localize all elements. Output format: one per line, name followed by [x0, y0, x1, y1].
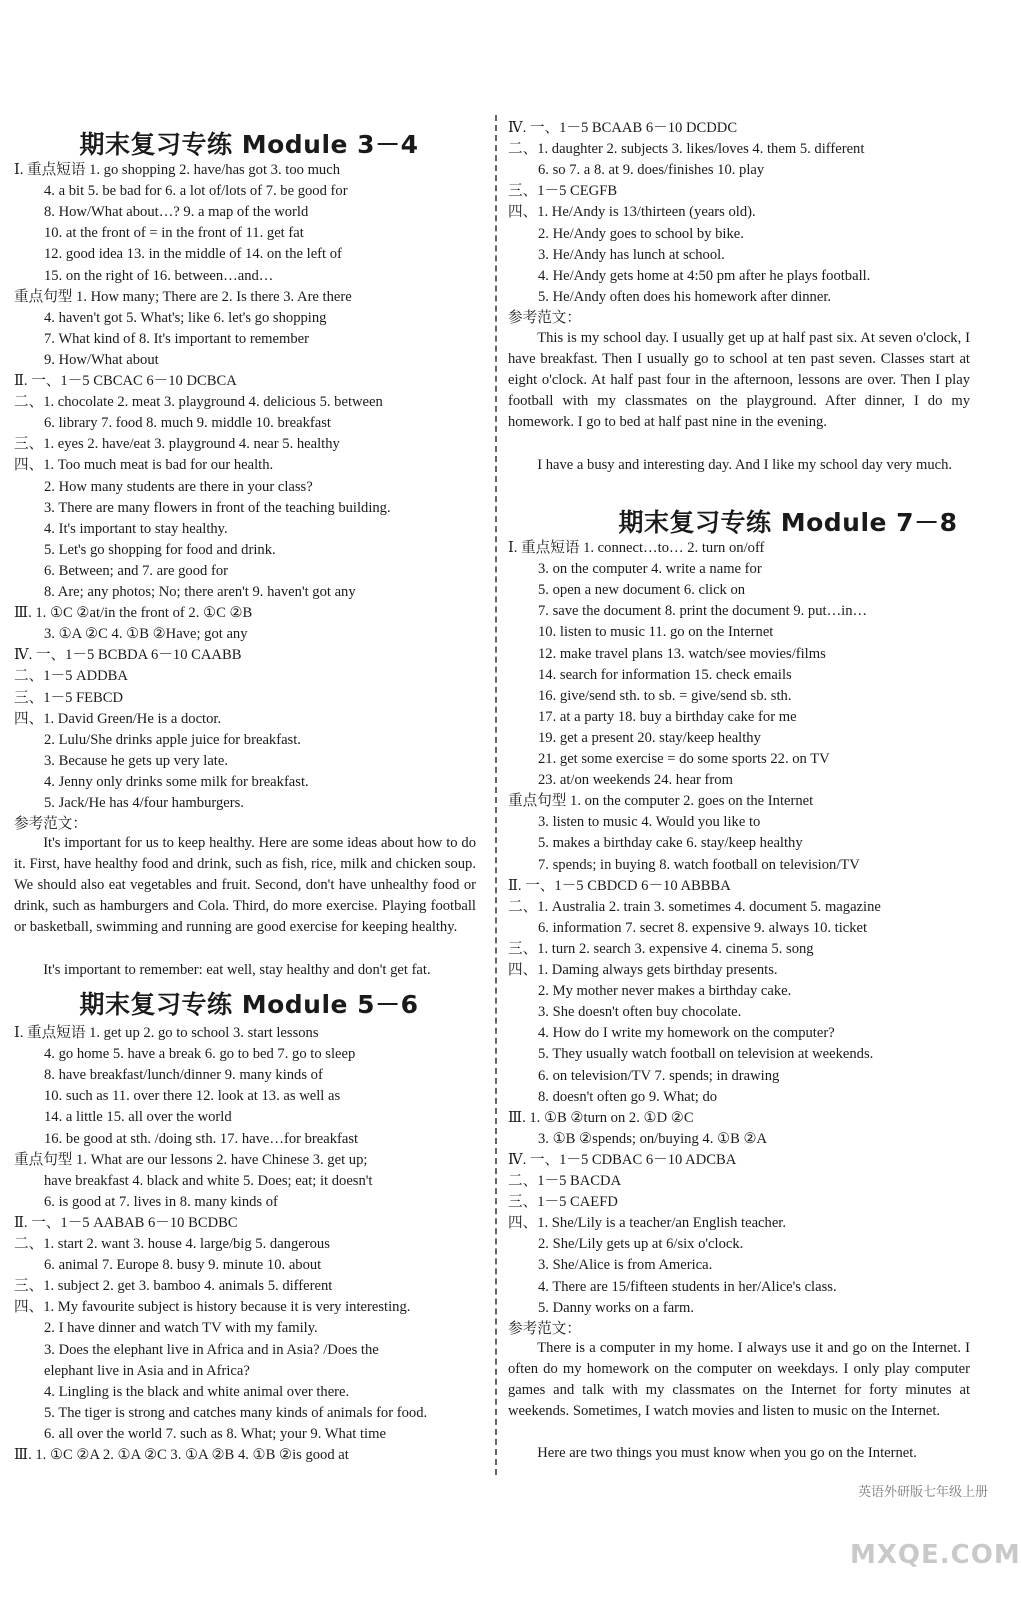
- answer-line: 5. open a new document 6. click on: [538, 582, 746, 599]
- answer-line: 二、1. start 2. want 3. house 4. large/big 5. dangerous: [14, 1236, 330, 1252]
- answer-line: 5. Jack/He has 4/four hamburgers.: [44, 795, 244, 811]
- answer-line: 5. The tiger is strong and catches many kinds of animals for food.: [44, 1404, 428, 1421]
- section-title-module-3-4: 期末复习专练 Module 3－4: [79, 130, 419, 159]
- essay-computer-ending: Here are two things you must know when you go on the Internet.: [537, 1445, 917, 1461]
- answer-line: 4. Jenny only drinks some milk for breakfast.: [44, 773, 309, 790]
- essay-computer: There is a computer in my home. I always use it and go on the Internet. I often do my homework on the computer on weekdays. I only play computer games and talk with my classmates on the Internet for forty minutes at weekends. Sometimes, I watch movies and listen to music on the Internet.: [508, 1340, 970, 1419]
- answer-line: 8. doesn't often go 9. What; do: [538, 1088, 718, 1105]
- answer-line: 4. haven't got 5. What's; like 6. let's go shopping: [44, 309, 327, 326]
- answer-line: 2. My mother never makes a birthday cake.: [538, 983, 792, 1000]
- answer-line: 9. How/What about: [44, 351, 159, 368]
- answer-line: 四、1. My favourite subject is history because it is very interesting.: [14, 1299, 411, 1316]
- answer-line: 二、1. chocolate 2. meat 3. playground 4. delicious 5. between: [14, 394, 383, 411]
- answer-line: 14. a little 15. all over the world: [44, 1109, 232, 1126]
- answer-line: 10. listen to music 11. go on the Internet: [538, 624, 774, 641]
- answer-line: 7. spends; in buying 8. watch football on television/TV: [538, 856, 860, 873]
- watermark: MXQE.COM: [850, 1540, 1021, 1570]
- answer-line: 四、1. David Green/He is a doctor.: [14, 710, 222, 727]
- answer-line: 8. have breakfast/lunch/dinner 9. many kinds of: [44, 1067, 323, 1084]
- answer-line: 5. They usually watch football on television at weekends.: [538, 1046, 874, 1063]
- answer-line: 二、1－5 ADDBA: [14, 668, 128, 685]
- essay-module-3-4: It's important for us to keep healthy. Here are some ideas about how to do it. First, have healthy food and drink, such as fish, rice, milk and chicken soup. We should also eat vegetables and fruit. Second, don't have unhealthy food or drink, such as hamburgers and Cola. Third, do more exercise. Playing football or basketball, swimming and running are good exercise for keeping healthy.: [14, 835, 476, 935]
- answer-line: 7. save the document 8. print the document 9. put…in…: [538, 603, 868, 620]
- answer-line: Ⅲ. 1. ①B ②turn on 2. ①D ②C: [508, 1109, 694, 1126]
- essay-school-day: This is my school day. I usually get up at half past six. At seven o'clock, I have breakfast. Then I usually go to school at ten past seven. Classes start at eight o'clock. At half past four in the afternoon, lessons are over. Then I play football with my classmates on the playground. After dinner, I do my homework. I go to bed at half past nine in the evening.: [508, 330, 970, 430]
- answer-line: 3. She doesn't often buy chocolate.: [538, 1004, 742, 1021]
- answer-line: Ⅳ. 一、1－5 CDBAC 6－10 ADCBA: [508, 1151, 737, 1168]
- answer-line: 3. Because he gets up very late.: [44, 752, 228, 769]
- answer-line: 10. such as 11. over there 12. look at 13. as well as: [44, 1088, 341, 1105]
- answer-line: 7. What kind of 8. It's important to remember: [44, 330, 309, 347]
- answer-line: 4. There are 15/fifteen students in her/Alice's class.: [538, 1278, 837, 1295]
- answer-line: 6. all over the world 7. such as 8. What; your 9. What time: [44, 1425, 386, 1442]
- essay-school-day-ending: I have a busy and interesting day. And I like my school day very much.: [537, 457, 953, 473]
- answer-line: 12. make travel plans 13. watch/see movies/films: [538, 645, 826, 662]
- answer-line: elephant live in Asia and in Africa?: [44, 1362, 250, 1379]
- answer-line: 6. information 7. secret 8. expensive 9. always 10. ticket: [538, 919, 868, 936]
- answer-line: 4. It's important to stay healthy.: [44, 520, 228, 537]
- answer-line: 参考范文：: [508, 1320, 581, 1337]
- answer-line: 17. at a party 18. buy a birthday cake for me: [538, 708, 797, 725]
- answer-line: 2. He/Andy goes to school by bike.: [538, 225, 744, 242]
- answer-line: 四、1. She/Lily is a teacher/an English teacher.: [508, 1215, 787, 1232]
- answer-line: 3. She/Alice is from America.: [538, 1257, 713, 1274]
- answer-line: 三、1. subject 2. get 3. bamboo 4. animals 5. different: [14, 1278, 333, 1295]
- answer-line: 5. He/Andy often does his homework after dinner.: [538, 288, 832, 305]
- answer-line: 6. is good at 7. lives in 8. many kinds of: [44, 1193, 278, 1210]
- answer-line: 14. search for information 15. check emails: [538, 666, 792, 683]
- answer-line: 三、1－5 CAEFD: [508, 1194, 618, 1211]
- answer-line: 3. ①B ②spends; on/buying 4. ①B ②A: [538, 1130, 768, 1147]
- answer-line: 6. on television/TV 7. spends; in drawing: [538, 1067, 780, 1084]
- answer-line: 三、1. eyes 2. have/eat 3. playground 4. near 5. healthy: [14, 436, 340, 453]
- page-corner-label: 英语外研版七年级上册: [857, 1485, 988, 1500]
- answer-line: 2. I have dinner and watch TV with my family.: [44, 1320, 318, 1337]
- answer-line: Ⅱ. 一、1－5 AABAB 6－10 BCDBC: [14, 1214, 238, 1231]
- answer-line: 21. get some exercise = do some sports 22. on TV: [538, 751, 830, 767]
- answer-line: 3. ①A ②C 4. ①B ②Have; got any: [44, 626, 248, 643]
- answer-line: 参考范文：: [508, 309, 581, 326]
- answer-line: 6. animal 7. Europe 8. busy 9. minute 10. about: [44, 1257, 322, 1274]
- answer-line: Ⅲ. 1. ①C ②A 2. ①A ②C 3. ①A ②B 4. ①B ②is good at: [14, 1447, 349, 1463]
- answer-line: 8. Are; any photos; No; there aren't 9. haven't got any: [44, 584, 356, 600]
- answer-line: 四、1. Too much meat is bad for our health.: [14, 457, 274, 474]
- answer-line: 三、1－5 FEBCD: [14, 689, 124, 706]
- answer-line: 3. on the computer 4. write a name for: [538, 561, 762, 578]
- answer-line: 2. Lulu/She drinks apple juice for breakfast.: [44, 731, 301, 748]
- answer-line: 3. He/Andy has lunch at school.: [538, 246, 725, 263]
- answer-line: 3. listen to music 4. Would you like to: [538, 814, 761, 831]
- answer-line: 重点句型 1. What are our lessons 2. have Chinese 3. get up;: [14, 1151, 368, 1168]
- answer-line: 6. so 7. a 8. at 9. does/finishes 10. play: [538, 162, 765, 179]
- answer-line: 10. at the front of = in the front of 11. get fat: [44, 225, 304, 242]
- answer-line: Ⅰ. 重点短语 1. go shopping 2. have/has got 3. too much: [14, 162, 340, 178]
- answer-line: Ⅰ. 重点短语 1. connect…to… 2. turn on/off: [508, 540, 765, 556]
- answer-line: 23. at/on weekends 24. hear from: [538, 772, 733, 789]
- answer-line: 6. library 7. food 8. much 9. middle 10. breakfast: [44, 415, 331, 432]
- answer-line: 16. give/send sth. to sb. = give/send sb. sth.: [538, 687, 792, 704]
- answer-line: Ⅰ. 重点短语 1. get up 2. go to school 3. start lessons: [14, 1025, 319, 1041]
- left-column: [14, 0, 484, 1600]
- answer-line: 12. good idea 13. in the middle of 14. on the left of: [44, 246, 342, 263]
- section-title-module-7-8: 期末复习专练 Module 7－8: [618, 508, 958, 537]
- answer-line: 重点句型 1. How many; There are 2. Is there 3. Are there: [14, 288, 352, 305]
- answer-line: 15. on the right of 16. between…and…: [44, 267, 274, 284]
- column-divider: [495, 115, 497, 1475]
- right-column: [508, 0, 988, 1600]
- answer-line: 四、1. Daming always gets birthday presents.: [508, 962, 778, 978]
- answer-line: Ⅳ. 一、1－5 BCBDA 6－10 CAABB: [14, 647, 242, 664]
- answer-line: 6. Between; and 7. are good for: [44, 562, 228, 579]
- answer-line: 4. a bit 5. be bad for 6. a lot of/lots of 7. be good for: [44, 183, 348, 200]
- answer-line: Ⅱ. 一、1－5 CBDCD 6－10 ABBBA: [508, 877, 731, 894]
- answer-line: 二、1. Australia 2. train 3. sometimes 4. document 5. magazine: [508, 898, 881, 915]
- answer-line: 三、1－5 CEGFB: [508, 183, 618, 200]
- answer-line: 5. makes a birthday cake 6. stay/keep healthy: [538, 835, 803, 852]
- answer-line: Ⅱ. 一、1－5 CBCAC 6－10 DCBCA: [14, 373, 237, 389]
- answer-line: 重点句型 1. on the computer 2. goes on the Internet: [508, 793, 814, 810]
- answer-line: 二、1－5 BACDA: [508, 1173, 622, 1189]
- answer-line: 3. Does the elephant live in Africa and in Asia? /Does the: [44, 1341, 379, 1358]
- answer-line: 三、1. turn 2. search 3. expensive 4. cinema 5. song: [508, 940, 814, 957]
- answer-line: 2. How many students are there in your class?: [44, 478, 313, 495]
- answer-line: 4. Lingling is the black and white animal over there.: [44, 1383, 350, 1400]
- answer-line: Ⅲ. 1. ①C ②at/in the front of 2. ①C ②B: [14, 605, 253, 622]
- answer-line: 4. He/Andy gets home at 4:50 pm after he plays football.: [538, 267, 871, 284]
- answer-line: 4. How do I write my homework on the computer?: [538, 1025, 835, 1042]
- essay-module-3-4-ending: It's important to remember: eat well, stay healthy and don't get fat.: [43, 962, 431, 978]
- answer-line: 8. How/What about…? 9. a map of the world: [44, 204, 309, 221]
- answer-line: 19. get a present 20. stay/keep healthy: [538, 729, 761, 746]
- answer-line: 四、1. He/Andy is 13/thirteen (years old).: [508, 204, 756, 221]
- answer-line: 参考范文：: [14, 816, 87, 833]
- answer-line: 3. There are many flowers in front of the teaching building.: [44, 499, 391, 516]
- answer-line: Ⅳ. 一、1－5 BCAAB 6－10 DCDDC: [508, 120, 738, 136]
- answer-line: 5. Let's go shopping for food and drink.: [44, 541, 276, 558]
- answer-line: 5. Danny works on a farm.: [538, 1299, 695, 1316]
- answer-line: 二、1. daughter 2. subjects 3. likes/loves 4. them 5. different: [508, 141, 865, 158]
- answer-line: 16. be good at sth. /doing sth. 17. have…for breakfast: [44, 1130, 359, 1147]
- answer-line: 2. She/Lily gets up at 6/six o'clock.: [538, 1236, 744, 1253]
- answer-line: 4. go home 5. have a break 6. go to bed 7. go to sleep: [44, 1046, 356, 1063]
- section-title-module-5-6: 期末复习专练 Module 5－6: [79, 990, 419, 1019]
- answer-line: have breakfast 4. black and white 5. Does; eat; it doesn't: [44, 1172, 373, 1189]
